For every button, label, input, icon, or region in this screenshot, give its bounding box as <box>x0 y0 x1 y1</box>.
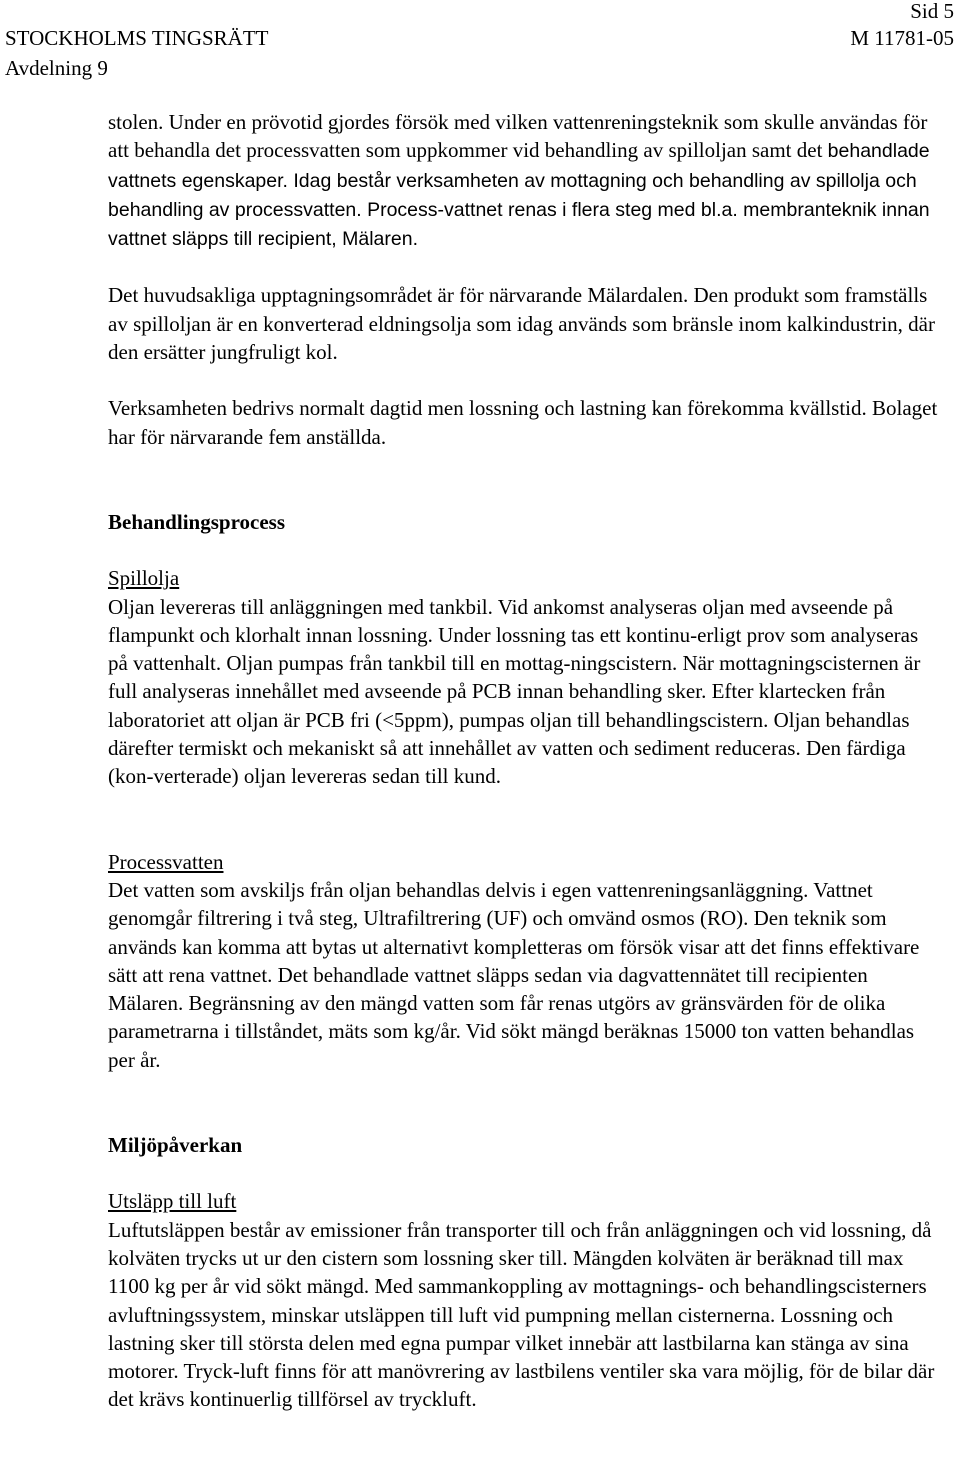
paragraph-utslapp: Luftutsläppen består av emissioner från transporter till och från anläggningen och vid lossning, då kolväten trycks ut ur den cistern som lossning sker till. Mängden kolväten är beräknad till max 1100 kg per år vid sökt mängd. Med sammankoppling av mottagnings- och behandlingscisterners avluftningssystem, minskar utsläppen till luft vid pumpning mellan cisternerna. Lossning och lastning sker till största delen med egna pumpar vilket innebär att lastbilarna kan stänga av sina motorer. Tryck-luft finns för att manövrering av lastbilens ventiler ska vara möjlig, för de bilar där det krävs kontinuerlig tillförsel av tryckluft. <box>108 1217 935 1412</box>
document-body <box>108 108 938 1414</box>
case-number: M 11781-05 <box>850 26 954 50</box>
subheading-processvatten: Processvatten <box>108 849 224 874</box>
heading-behandlingsprocess: Behandlingsprocess <box>108 509 285 534</box>
paragraph-spillolja: Oljan levereras till anläggningen med tankbil. Vid ankomst analyseras oljan med avseende på flampunkt och klorhalt innan lossning. Under lossning tas ett kontinu-erligt prov som analyseras på vattenhalt. Oljan pumpas från tankbil till en mottag-ningscistern. När mottagningscisternen är full analyseras innehållet med avseende på PCB innan behandling sker. Efter klartecken från laboratoriet att oljan är PCB fri (<5ppm), pumpas oljan till behandlingscistern. Oljan behandlas därefter termiskt och mekaniskt så att innehållet av vatten och sediment reduceras. Den färdiga (kon-verterade) oljan levereras sedan till kund. <box>108 594 921 789</box>
paragraph-operations: Verksamheten bedrivs normalt dagtid men lossning och lastning kan förekomma kvällstid. Bolaget har för närvarande fem anställda. <box>108 396 938 449</box>
paragraph-area: Det huvudsakliga upptagningsområdet är för närvarande Mälardalen. Den produkt som framställs av spilloljan är en konverterad eldningsolja som idag används som bränsle inom kalkindustrin, där den ersätter jungfruligt kol. <box>108 283 935 365</box>
paragraph-intro-sans: behandlade vattnets egenskaper. Idag består verksamheten av mottagning och behandling av spillolja och behandling av processvatten. Process-vattnet renas i flera steg med bl.a. membranteknik innan vattnet släpps till recipient, Mälaren. <box>108 140 930 251</box>
subheading-spillolja: Spillolja <box>108 566 180 591</box>
page-number: Sid 5 <box>910 0 954 23</box>
paragraph-intro <box>108 108 938 253</box>
division-name: Avdelning 9 <box>5 56 108 80</box>
heading-miljopaverkan: Miljöpåverkan <box>108 1133 243 1158</box>
court-name: STOCKHOLMS TINGSRÄTT <box>5 26 269 50</box>
document-header <box>5 24 954 84</box>
paragraph-intro-serif: stolen. Under en prövotid gjordes försök med vilken vattenreningsteknik som skulle användas för att behandla det processvatten som uppkommer vid behandling av spilloljan samt det <box>108 110 928 163</box>
paragraph-processvatten: Det vatten som avskiljs från oljan behandlas delvis i egen vattenreningsanläggning. Vattnet genomgår filtrering i två steg, Ultrafiltrering (UF) och omvänd osmos (RO). Den teknik som används kan komma att bytas ut alternativt kompletteras om försök visar att det finns effektivare sätt att rena vattnet. Det behandlade vattnet släpps sedan via dagvattennätet till recipienten Mälaren. Begränsning av den mängd vatten som får renas utgörs av gränsvärden för de olika parametrarna i tillståndet, mäts som kg/år. Vid sökt mängd beräknas 15000 ton vatten behandlas per år. <box>108 877 920 1072</box>
subheading-utslapp-till-luft: Utsläpp till luft <box>108 1189 237 1214</box>
